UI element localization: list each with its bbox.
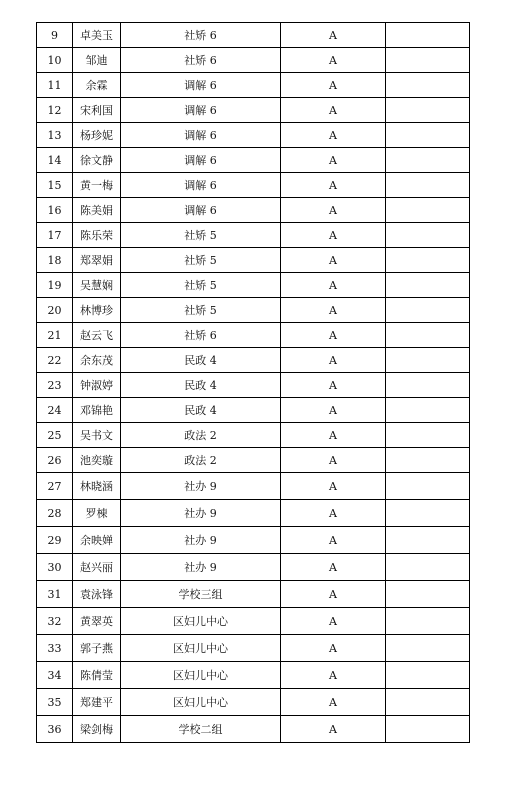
unit-cell: 调解 6 <box>121 173 281 198</box>
row-number-cell: 27 <box>37 473 73 500</box>
grade-cell: A <box>281 473 386 500</box>
name-cell: 郑翠娟 <box>73 248 121 273</box>
row-number-cell: 25 <box>37 423 73 448</box>
grade-cell: A <box>281 608 386 635</box>
table-row <box>37 248 470 273</box>
unit-cell: 社矫 6 <box>121 323 281 348</box>
table-row <box>37 73 470 98</box>
grade-cell: A <box>281 348 386 373</box>
table-row <box>37 123 470 148</box>
grade-cell: A <box>281 527 386 554</box>
row-number-cell: 12 <box>37 98 73 123</box>
grade-cell: A <box>281 148 386 173</box>
grade-cell: A <box>281 23 386 48</box>
table-row <box>37 373 470 398</box>
table-row <box>37 23 470 48</box>
table-row <box>37 423 470 448</box>
row-number-cell: 24 <box>37 398 73 423</box>
grade-cell: A <box>281 662 386 689</box>
unit-cell: 学校三组 <box>121 581 281 608</box>
row-number-cell: 10 <box>37 48 73 73</box>
name-cell: 陈乐荣 <box>73 223 121 248</box>
row-number-cell: 32 <box>37 608 73 635</box>
name-cell: 林晓涵 <box>73 473 121 500</box>
table-row <box>37 48 470 73</box>
note-cell <box>386 248 470 273</box>
name-cell: 陈倩莹 <box>73 662 121 689</box>
unit-cell: 区妇儿中心 <box>121 689 281 716</box>
unit-cell: 社办 9 <box>121 500 281 527</box>
unit-cell: 社矫 6 <box>121 23 281 48</box>
row-number-cell: 13 <box>37 123 73 148</box>
unit-cell: 调解 6 <box>121 123 281 148</box>
roster-sheet <box>36 22 470 743</box>
table-row <box>37 635 470 662</box>
roster-table-body <box>37 23 470 743</box>
grade-cell: A <box>281 373 386 398</box>
name-cell: 梁剑梅 <box>73 716 121 743</box>
note-cell <box>386 554 470 581</box>
note-cell <box>386 73 470 98</box>
row-number-cell: 21 <box>37 323 73 348</box>
name-cell: 宋利国 <box>73 98 121 123</box>
note-cell <box>386 635 470 662</box>
unit-cell: 社矫 5 <box>121 248 281 273</box>
note-cell <box>386 662 470 689</box>
grade-cell: A <box>281 48 386 73</box>
grade-cell: A <box>281 248 386 273</box>
note-cell <box>386 98 470 123</box>
unit-cell: 调解 6 <box>121 98 281 123</box>
table-row <box>37 98 470 123</box>
unit-cell: 区妇儿中心 <box>121 635 281 662</box>
grade-cell: A <box>281 123 386 148</box>
name-cell: 陈美娟 <box>73 198 121 223</box>
row-number-cell: 15 <box>37 173 73 198</box>
unit-cell: 社办 9 <box>121 473 281 500</box>
name-cell: 吴慧娴 <box>73 273 121 298</box>
table-row <box>37 173 470 198</box>
grade-cell: A <box>281 423 386 448</box>
grade-cell: A <box>281 581 386 608</box>
row-number-cell: 16 <box>37 198 73 223</box>
table-row <box>37 323 470 348</box>
table-row <box>37 500 470 527</box>
row-number-cell: 11 <box>37 73 73 98</box>
name-cell: 池奕璇 <box>73 448 121 473</box>
grade-cell: A <box>281 500 386 527</box>
unit-cell: 社矫 5 <box>121 223 281 248</box>
grade-cell: A <box>281 173 386 198</box>
name-cell: 赵云飞 <box>73 323 121 348</box>
note-cell <box>386 448 470 473</box>
table-row <box>37 662 470 689</box>
note-cell <box>386 123 470 148</box>
row-number-cell: 19 <box>37 273 73 298</box>
row-number-cell: 18 <box>37 248 73 273</box>
unit-cell: 学校二组 <box>121 716 281 743</box>
unit-cell: 社办 9 <box>121 527 281 554</box>
note-cell <box>386 48 470 73</box>
note-cell <box>386 398 470 423</box>
unit-cell: 调解 6 <box>121 148 281 173</box>
table-row <box>37 398 470 423</box>
unit-cell: 政法 2 <box>121 423 281 448</box>
row-number-cell: 22 <box>37 348 73 373</box>
note-cell <box>386 500 470 527</box>
name-cell: 邹迪 <box>73 48 121 73</box>
note-cell <box>386 223 470 248</box>
row-number-cell: 17 <box>37 223 73 248</box>
row-number-cell: 28 <box>37 500 73 527</box>
grade-cell: A <box>281 273 386 298</box>
table-row <box>37 554 470 581</box>
note-cell <box>386 23 470 48</box>
table-row <box>37 198 470 223</box>
row-number-cell: 33 <box>37 635 73 662</box>
row-number-cell: 36 <box>37 716 73 743</box>
row-number-cell: 20 <box>37 298 73 323</box>
table-row <box>37 716 470 743</box>
table-row <box>37 527 470 554</box>
name-cell: 钟淑婷 <box>73 373 121 398</box>
grade-cell: A <box>281 198 386 223</box>
grade-cell: A <box>281 223 386 248</box>
table-row <box>37 448 470 473</box>
note-cell <box>386 298 470 323</box>
name-cell: 杨珍妮 <box>73 123 121 148</box>
table-row <box>37 473 470 500</box>
grade-cell: A <box>281 323 386 348</box>
note-cell <box>386 273 470 298</box>
note-cell <box>386 148 470 173</box>
name-cell: 徐文静 <box>73 148 121 173</box>
unit-cell: 民政 4 <box>121 398 281 423</box>
name-cell: 林博珍 <box>73 298 121 323</box>
row-number-cell: 35 <box>37 689 73 716</box>
table-row <box>37 223 470 248</box>
grade-cell: A <box>281 635 386 662</box>
table-row <box>37 273 470 298</box>
unit-cell: 调解 6 <box>121 198 281 223</box>
grade-cell: A <box>281 98 386 123</box>
note-cell <box>386 581 470 608</box>
table-row <box>37 298 470 323</box>
roster-table <box>36 22 470 743</box>
table-row <box>37 581 470 608</box>
name-cell: 卓美玉 <box>73 23 121 48</box>
unit-cell: 区妇儿中心 <box>121 662 281 689</box>
note-cell <box>386 348 470 373</box>
note-cell <box>386 608 470 635</box>
name-cell: 郭子燕 <box>73 635 121 662</box>
unit-cell: 政法 2 <box>121 448 281 473</box>
grade-cell: A <box>281 73 386 98</box>
row-number-cell: 34 <box>37 662 73 689</box>
table-row <box>37 608 470 635</box>
table-row <box>37 148 470 173</box>
grade-cell: A <box>281 554 386 581</box>
row-number-cell: 9 <box>37 23 73 48</box>
note-cell <box>386 689 470 716</box>
row-number-cell: 26 <box>37 448 73 473</box>
name-cell: 邓锦艳 <box>73 398 121 423</box>
row-number-cell: 14 <box>37 148 73 173</box>
table-row <box>37 689 470 716</box>
unit-cell: 民政 4 <box>121 348 281 373</box>
grade-cell: A <box>281 398 386 423</box>
name-cell: 余东茂 <box>73 348 121 373</box>
name-cell: 赵兴丽 <box>73 554 121 581</box>
unit-cell: 民政 4 <box>121 373 281 398</box>
note-cell <box>386 527 470 554</box>
note-cell <box>386 423 470 448</box>
note-cell <box>386 323 470 348</box>
grade-cell: A <box>281 298 386 323</box>
name-cell: 罗棟 <box>73 500 121 527</box>
name-cell: 黄一梅 <box>73 173 121 198</box>
name-cell: 袁泳锋 <box>73 581 121 608</box>
row-number-cell: 31 <box>37 581 73 608</box>
table-row <box>37 348 470 373</box>
unit-cell: 区妇儿中心 <box>121 608 281 635</box>
name-cell: 郑建平 <box>73 689 121 716</box>
unit-cell: 社矫 6 <box>121 48 281 73</box>
note-cell <box>386 198 470 223</box>
name-cell: 余霖 <box>73 73 121 98</box>
grade-cell: A <box>281 716 386 743</box>
grade-cell: A <box>281 689 386 716</box>
unit-cell: 社办 9 <box>121 554 281 581</box>
name-cell: 吴书文 <box>73 423 121 448</box>
name-cell: 黄翠英 <box>73 608 121 635</box>
note-cell <box>386 473 470 500</box>
grade-cell: A <box>281 448 386 473</box>
row-number-cell: 23 <box>37 373 73 398</box>
row-number-cell: 30 <box>37 554 73 581</box>
unit-cell: 社矫 5 <box>121 273 281 298</box>
unit-cell: 社矫 5 <box>121 298 281 323</box>
row-number-cell: 29 <box>37 527 73 554</box>
note-cell <box>386 373 470 398</box>
unit-cell: 调解 6 <box>121 73 281 98</box>
name-cell: 余映婵 <box>73 527 121 554</box>
note-cell <box>386 173 470 198</box>
note-cell <box>386 716 470 743</box>
